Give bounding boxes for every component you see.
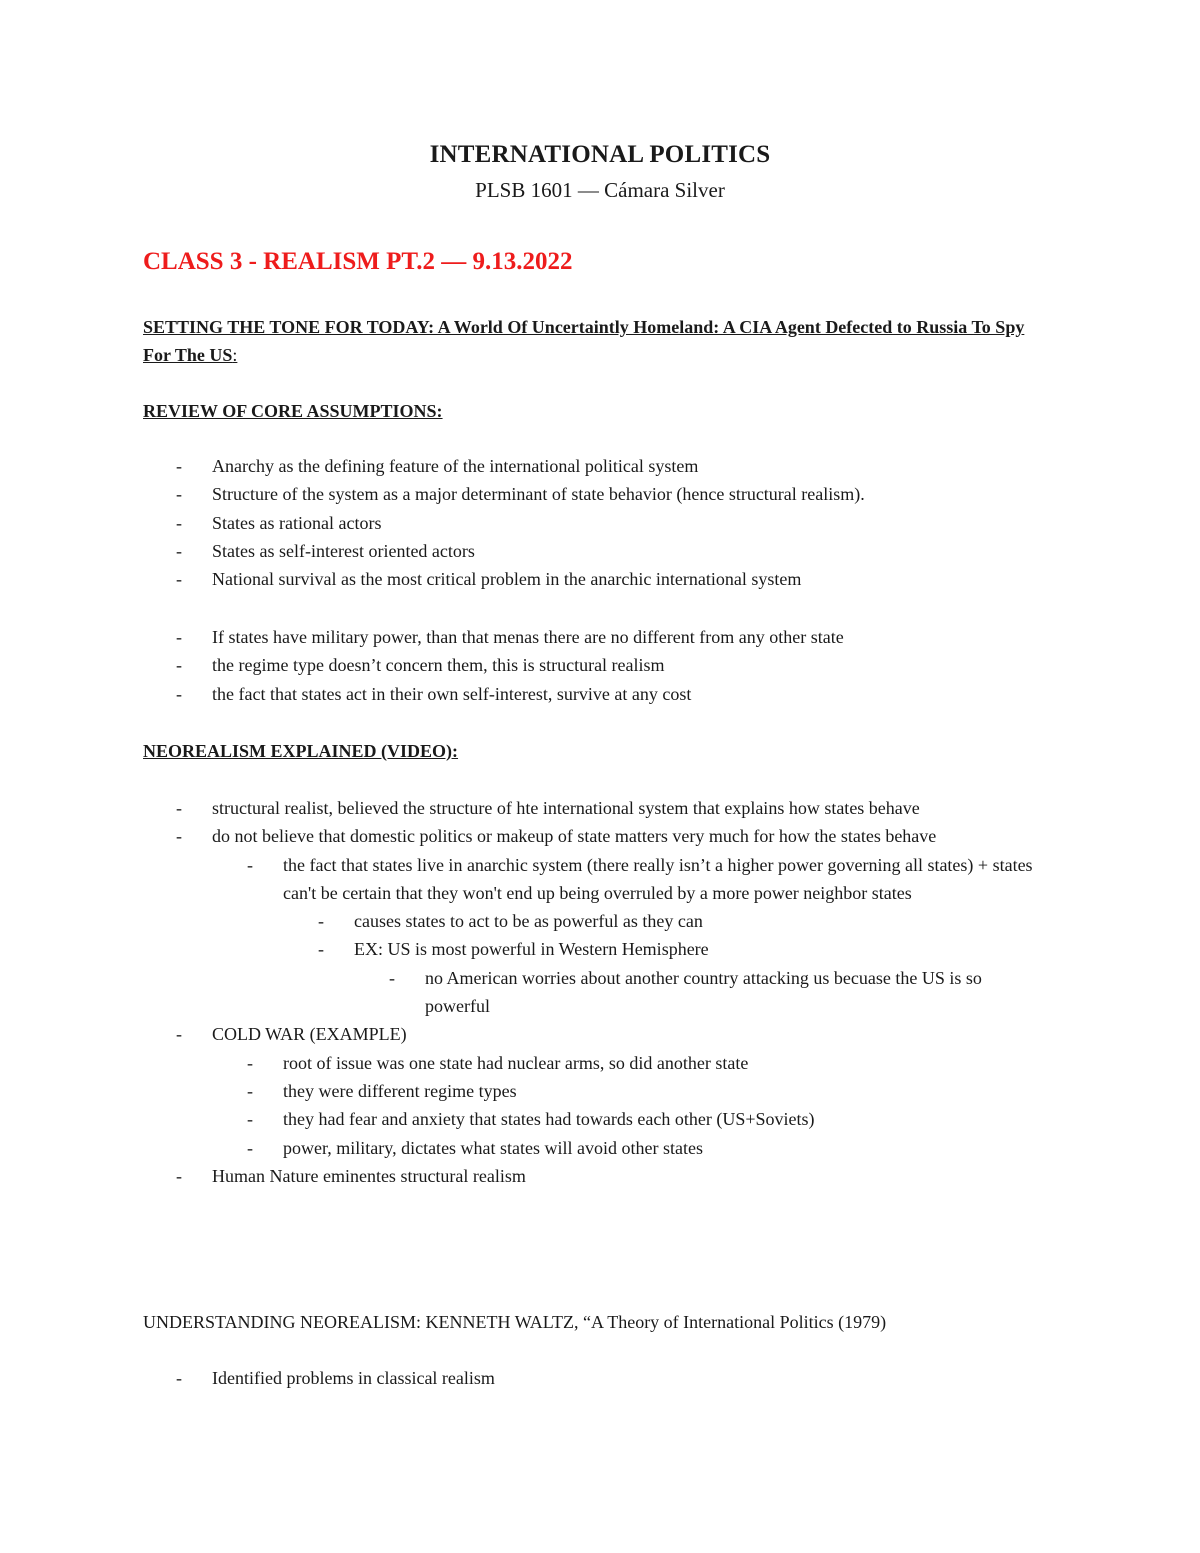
list-item-text: States as self-interest oriented actors <box>212 540 475 561</box>
setting-tone-text: SETTING THE TONE FOR TODAY: A World Of Uncertaintly Homeland: A CIA Agent Defected to Russia To Spy For The US <box>143 317 1025 365</box>
bullet-dash: - <box>176 512 182 533</box>
list-item-text: do not believe that domestic politics or makeup of state matters very much for how the states behave <box>212 826 937 847</box>
list-item-text: If states have military power, than that menas there are no different from any other state <box>212 627 844 647</box>
list-item <box>0 964 1050 1021</box>
bullet-dash: - <box>247 1109 253 1130</box>
bullet-dash: - <box>176 627 182 647</box>
list-item <box>0 452 1052 480</box>
list-item-text: Anarchy as the defining feature of the international political system <box>212 456 699 476</box>
list-item <box>0 822 1052 850</box>
list-item <box>0 794 1052 822</box>
bullet-dash: - <box>318 939 324 960</box>
list-item <box>0 1077 1053 1105</box>
list-item-text: National survival as the most critical problem in the anarchic international system <box>212 569 802 590</box>
bullet-dash: - <box>176 798 182 818</box>
bullet-dash: - <box>176 1024 182 1045</box>
list-item-text: Identified problems in classical realism <box>212 1368 495 1388</box>
course-subtitle: PLSB 1601 — Cámara Silver <box>475 178 725 202</box>
list-item <box>0 1162 1052 1190</box>
list-item <box>0 480 1052 508</box>
list-item <box>0 651 1052 679</box>
list-item-text: no American worries about another country attacking us becuase the US is so powerful <box>425 967 982 1017</box>
list-item-text: States as rational actors <box>212 512 382 533</box>
bullet-dash: - <box>176 683 182 704</box>
class-heading: CLASS 3 - REALISM PT.2 — 9.13.2022 <box>143 248 573 275</box>
list-item <box>0 1364 1052 1392</box>
list-item <box>0 1049 1053 1077</box>
bullet-dash: - <box>247 854 253 875</box>
list-item-text: power, military, dictates what states will avoid other states <box>283 1137 704 1158</box>
bullet-dash: - <box>247 1137 253 1158</box>
bullet-dash: - <box>176 1368 182 1388</box>
review-notes-list <box>0 623 1052 708</box>
list-item-text: EX: US is most powerful in Western Hemisphere <box>354 939 709 960</box>
list-item-text: root of issue was one state had nuclear arms, so did another state <box>283 1052 749 1073</box>
list-item-text: Human Nature eminentes structural realism <box>212 1165 526 1186</box>
list-item-text: the regime type doesn’t concern them, this is structural realism <box>212 655 665 676</box>
list-item <box>0 537 1052 565</box>
list-item <box>0 907 1054 935</box>
bullet-dash: - <box>176 540 182 561</box>
neorealism-heading: NEOREALISM EXPLAINED (VIDEO): <box>143 741 459 761</box>
bullet-dash: - <box>176 484 182 505</box>
understanding-heading: UNDERSTANDING NEOREALISM: KENNETH WALTZ, “A Theory of International Politics (1979) <box>143 1312 887 1332</box>
bullet-dash: - <box>247 1080 253 1101</box>
list-item <box>0 1105 1053 1133</box>
list-item-text: Structure of the system as a major determinant of state behavior (hence structural realism). <box>212 484 865 505</box>
neorealism-list <box>0 794 1054 1190</box>
list-item-text: COLD WAR (EXAMPLE) <box>212 1024 407 1045</box>
list-item <box>0 1020 1052 1048</box>
list-item <box>0 509 1052 537</box>
list-item-text: they had fear and anxiety that states had towards each other (US+Soviets) <box>283 1109 815 1130</box>
setting-tone-heading <box>143 313 1053 369</box>
bullet-dash: - <box>318 911 324 932</box>
list-item-text: the fact that states act in their own self-interest, survive at any cost <box>212 683 692 704</box>
list-item-text: they were different regime types <box>283 1080 517 1101</box>
list-item-text: causes states to act to be as powerful as they can <box>354 911 703 932</box>
bullet-dash: - <box>176 1165 182 1186</box>
list-item <box>0 680 1052 708</box>
list-item <box>0 623 1052 651</box>
list-item-text: structural realist, believed the structure of hte international system that explains how states behave <box>212 798 920 818</box>
document-title: INTERNATIONAL POLITICS <box>429 141 771 168</box>
review-heading: REVIEW OF CORE ASSUMPTIONS: <box>143 401 443 421</box>
bullet-dash: - <box>389 967 395 988</box>
bullet-dash: - <box>176 655 182 676</box>
setting-tone-colon: : <box>232 345 238 365</box>
core-assumptions-list <box>0 452 1052 593</box>
list-item <box>0 565 1052 593</box>
bullet-dash: - <box>247 1052 253 1073</box>
list-item <box>0 1134 1053 1162</box>
bullet-dash: - <box>176 826 182 847</box>
list-item <box>0 935 1054 963</box>
list-item-text: the fact that states live in anarchic system (there really isn’t a higher power governing all states) + states can't be certain that they won't end up being overruled by a more power neighbor states <box>283 854 1033 903</box>
list-item <box>0 851 1053 908</box>
bullet-dash: - <box>176 569 182 590</box>
waltz-list <box>0 1364 1052 1392</box>
bullet-dash: - <box>176 456 182 476</box>
